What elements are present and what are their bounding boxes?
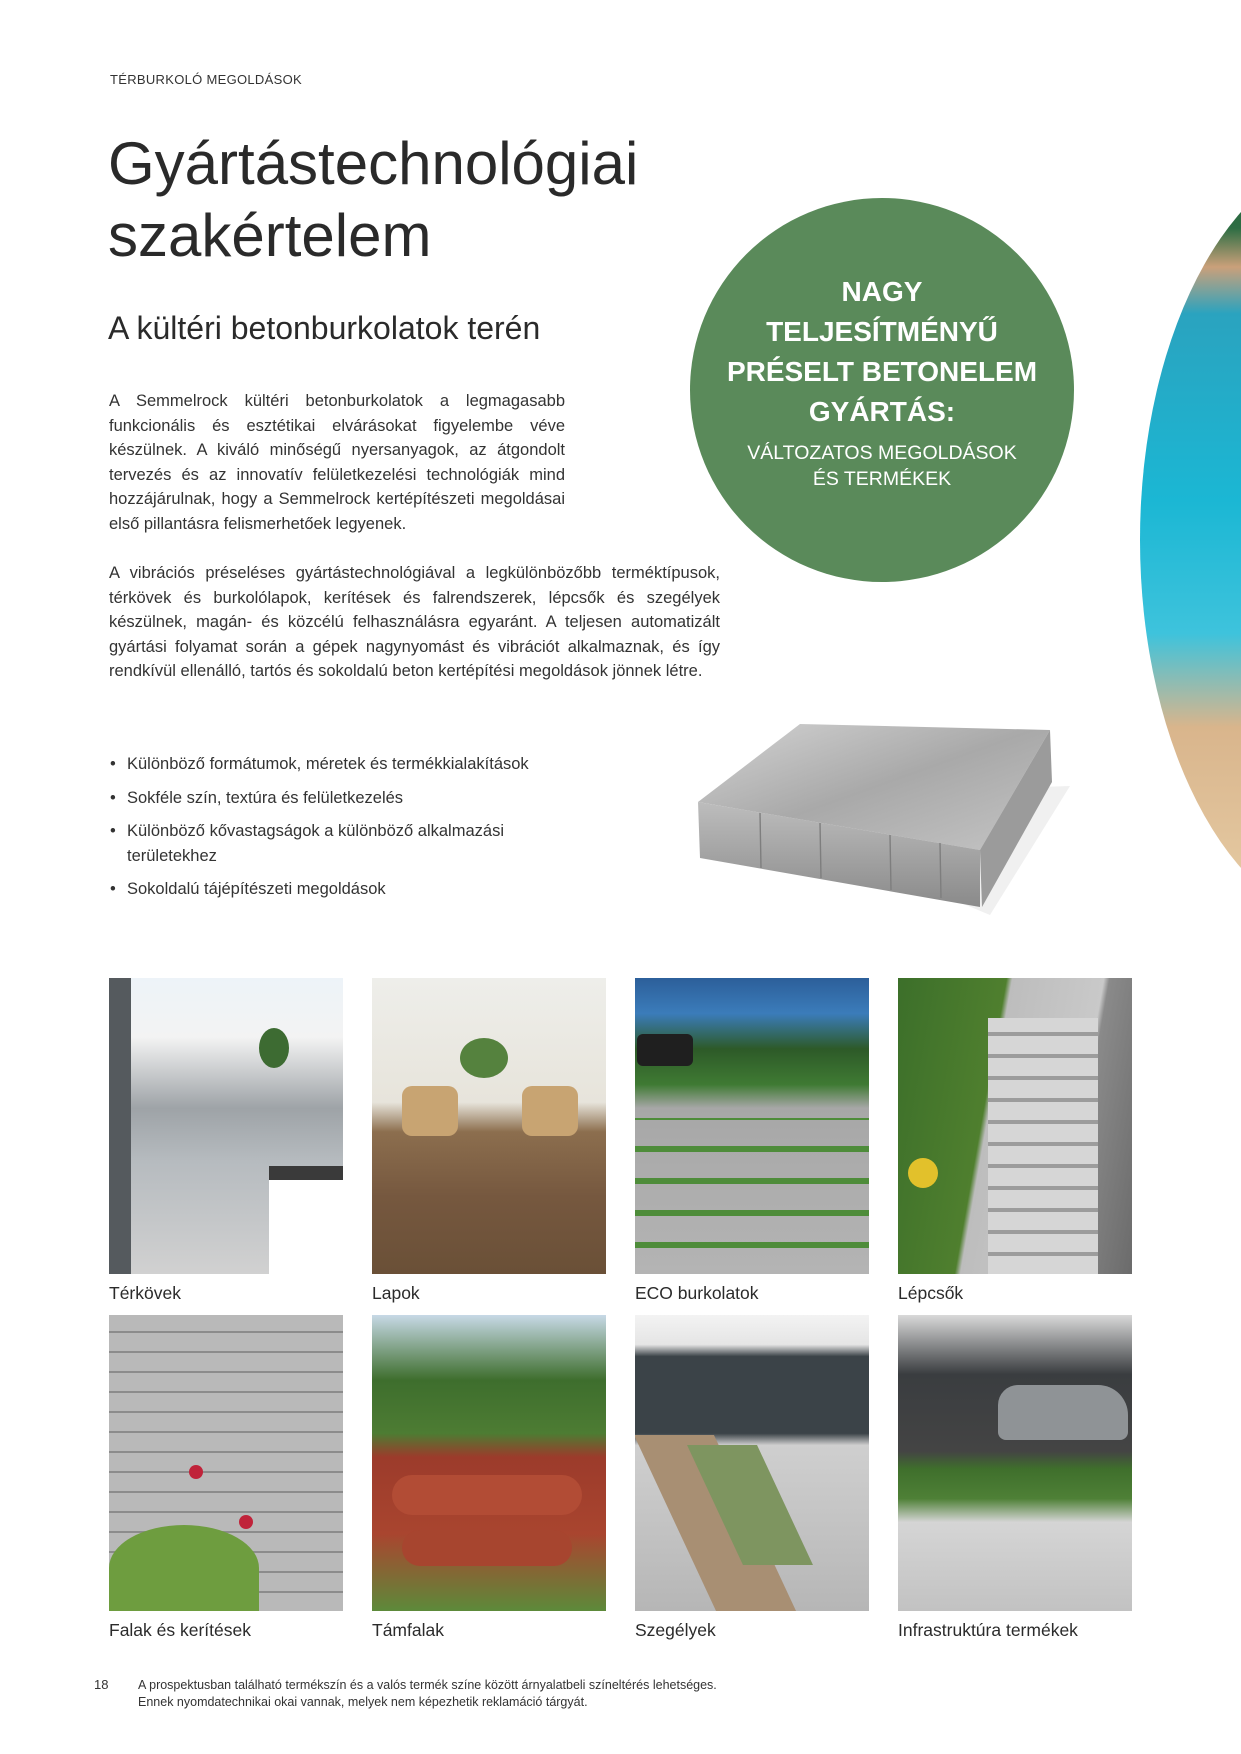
disclaimer-line: A prospektusban található termékszín és a valós termék színe között árnyalatbeli színeltérés lehetséges. <box>138 1678 717 1692</box>
gallery-item <box>372 1315 606 1641</box>
highlight-subtext-line: ÉS TERMÉKEK <box>812 468 952 490</box>
gallery-label: Térkövek <box>109 1283 181 1303</box>
infrastructure-photo <box>898 1315 1132 1611</box>
highlight-heading-line: PRÉSELT BETONELEM <box>726 356 1038 387</box>
walls-fences-photo <box>109 1315 343 1611</box>
feature-item: • Különböző formátumok, méretek és termékkialakítások <box>109 752 569 777</box>
gallery-label: ECO burkolatok <box>635 1283 759 1303</box>
highlight-heading <box>727 272 1037 432</box>
gallery-item <box>898 1315 1132 1641</box>
feature-item: • Sokféle szín, textúra és felületkezelés <box>109 786 569 811</box>
highlight-subtext <box>747 440 1016 492</box>
gallery-item <box>372 978 606 1304</box>
feature-item: • Sokoldalú tájépítészeti megoldások <box>109 877 569 902</box>
gallery-label: Falak és kerítések <box>109 1620 251 1640</box>
page-number: 18 <box>94 1677 109 1692</box>
gallery-item <box>635 978 869 1304</box>
title-line-2: szakértelem <box>108 202 432 269</box>
page-subtitle: A kültéri betonburkolatok terén <box>108 310 541 346</box>
disclaimer <box>138 1677 717 1711</box>
steps-photo <box>898 978 1132 1274</box>
paving-stones-photo <box>109 978 343 1274</box>
page-title <box>108 128 708 272</box>
gallery-label: Lapok <box>372 1283 420 1303</box>
disclaimer-line: Ennek nyomdatechnikai okai vannak, melyek nem képezhetik reklamáció tárgyát. <box>138 1695 588 1709</box>
highlight-heading-line: NAGY <box>841 276 923 307</box>
gallery-item <box>635 1315 869 1641</box>
highlight-heading-line: GYÁRTÁS: <box>808 396 956 427</box>
highlight-heading-line: TELJESÍTMÉNYŰ <box>766 316 998 347</box>
retaining-walls-photo <box>372 1315 606 1611</box>
gallery-label: Lépcsők <box>898 1283 964 1303</box>
section-tag: TÉRBURKOLÓ MEGOLDÁSOK <box>110 72 302 87</box>
feature-item: • Különböző kővastagságok a különböző alkalmazási területekhez <box>109 819 569 868</box>
gallery-item <box>109 1315 343 1641</box>
pool-photo <box>1140 150 1241 930</box>
gallery-label: Támfalak <box>372 1620 444 1640</box>
slabs-photo <box>372 978 606 1274</box>
gallery-label: Infrastruktúra termékek <box>898 1620 1078 1640</box>
gallery-item <box>898 978 1132 1304</box>
highlight-circle <box>690 198 1074 582</box>
technology-paragraph: A vibrációs préseléses gyártástechnológiával a legkülönbözőbb terméktípusok, térkövek és burkolólapok, kerítések és falrendszerek, lépcsők és szegélyek készülnek, magán- és közcélú felhasználásra egyaránt. A teljesen automatizált gyártási folyamat során a gépek nagynyomást és vibrációt alkalmaznak, és így rendkívül ellenálló, tartós és sokoldalú beton kertépítési megoldások jönnek létre. <box>109 564 720 680</box>
feature-list <box>109 752 569 911</box>
concrete-paver-image <box>690 720 1090 920</box>
edging-photo <box>635 1315 869 1611</box>
gallery-label: Szegélyek <box>635 1620 716 1640</box>
gallery-item <box>109 978 343 1304</box>
title-line-1: Gyártástechnológiai <box>108 130 639 197</box>
eco-paving-photo <box>635 978 869 1274</box>
intro-paragraph: A Semmelrock kültéri betonburkolatok a legmagasabb funkcionális és esztétikai elvárásokat figyelembe véve készülnek. A kiváló minőségű nyersanyagok, az átgondolt tervezés és az innovatív felületkezelési technológiák mind hozzájárulnak, hogy a Semmelrock kertépítészeti megoldásai első pillantásra felismerhetőek legyenek. <box>109 392 565 533</box>
highlight-subtext-line: VÁLTOZATOS MEGOLDÁSOK <box>747 442 1017 464</box>
